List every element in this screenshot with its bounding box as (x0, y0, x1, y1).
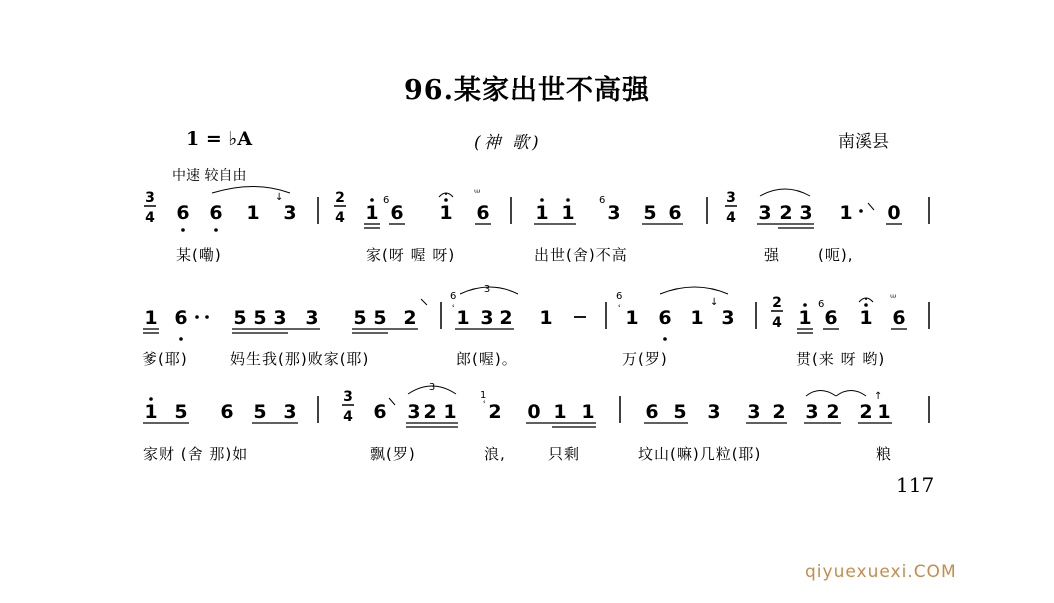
svg-text:1: 1 (877, 401, 891, 423)
svg-text:3: 3 (343, 389, 353, 405)
key-signature: 1 = ♭A (186, 128, 253, 150)
svg-text:6: 6 (174, 307, 188, 329)
lyric-segment: 家财 (舍 那)如 (143, 445, 249, 463)
svg-text:0: 0 (527, 401, 541, 423)
lyric-segment: 万(罗) (622, 350, 668, 368)
svg-text:4: 4 (145, 210, 155, 226)
svg-text:ᵚ: ᵚ (474, 188, 481, 199)
svg-text:5: 5 (253, 307, 267, 329)
svg-text:ᵚ: ᵚ (890, 293, 897, 304)
svg-text:3: 3 (283, 202, 297, 224)
svg-text:5: 5 (643, 202, 657, 224)
lyric-segment: 爹(耶) (142, 350, 188, 368)
svg-text:3: 3 (428, 382, 436, 393)
svg-text:6: 6 (668, 202, 682, 224)
lyric-segment: 贯(来 呀 哟) (796, 350, 886, 368)
svg-text:6: 6 (892, 307, 906, 329)
svg-text:ʿ: ʿ (483, 400, 487, 411)
svg-text:4: 4 (335, 210, 345, 226)
svg-text:1: 1 (859, 307, 873, 329)
svg-text:1: 1 (439, 202, 453, 224)
svg-text:↓: ↓ (275, 192, 284, 203)
svg-text:3: 3 (726, 190, 736, 206)
lyric-segment: 某(嘞) (176, 246, 222, 264)
svg-text:3: 3 (707, 401, 721, 423)
svg-text:3: 3 (607, 202, 621, 224)
svg-text:6: 6 (616, 291, 623, 302)
svg-text:4: 4 (772, 315, 782, 331)
lyric-segment: 出世(舍)不高 (534, 246, 628, 264)
svg-text:ʿ: ʿ (618, 304, 622, 315)
lyric-segment: 妈生我(那)败家(耶) (230, 350, 370, 368)
svg-text:2: 2 (335, 190, 345, 206)
svg-text:2: 2 (488, 401, 502, 423)
svg-text:6: 6 (176, 202, 190, 224)
lyric-segment: 只剩 (548, 445, 581, 463)
svg-text:1: 1 (246, 202, 260, 224)
svg-text:3: 3 (799, 202, 813, 224)
svg-text:6: 6 (824, 307, 838, 329)
svg-text:1: 1 (535, 202, 549, 224)
lyric-segment: 坟山(嘛)几粒(耶) (638, 445, 762, 463)
svg-text:3: 3 (480, 307, 494, 329)
svg-text:2: 2 (826, 401, 840, 423)
lyric-segment: 强 (764, 246, 781, 264)
svg-text:1: 1 (456, 307, 470, 329)
svg-text:3: 3 (145, 190, 155, 206)
lyric-segment: 粮 (876, 445, 893, 463)
svg-text:6: 6 (209, 202, 223, 224)
lyric-segment: (呃), (818, 246, 854, 264)
svg-text:5: 5 (233, 307, 247, 329)
notation-system-1 (144, 187, 929, 232)
notation-system-3 (143, 382, 929, 427)
svg-text:5: 5 (174, 401, 188, 423)
region-label: 南溪县 (838, 132, 889, 152)
svg-text:1: 1 (839, 202, 853, 224)
svg-text:6: 6 (645, 401, 659, 423)
svg-text:6: 6 (658, 307, 672, 329)
svg-text:↓: ↓ (710, 297, 719, 308)
svg-text:5: 5 (253, 401, 267, 423)
lyric-segment: 浪, (484, 445, 506, 463)
svg-text:3: 3 (283, 401, 297, 423)
svg-text:4: 4 (343, 409, 353, 425)
svg-text:ʿ: ʿ (452, 304, 456, 315)
svg-text:1: 1 (443, 401, 457, 423)
svg-text:2: 2 (772, 401, 786, 423)
svg-text:3: 3 (483, 284, 491, 295)
svg-text:5: 5 (673, 401, 687, 423)
svg-text:0: 0 (887, 202, 901, 224)
lyric-segment: 家(呀 喔 呀) (366, 246, 456, 264)
svg-text:2: 2 (779, 202, 793, 224)
svg-text:2: 2 (403, 307, 417, 329)
svg-text:1: 1 (690, 307, 704, 329)
svg-text:6: 6 (373, 401, 387, 423)
svg-text:6: 6 (599, 195, 606, 206)
svg-text:4: 4 (726, 210, 736, 226)
svg-text:3: 3 (747, 401, 761, 423)
song-title: 96.某家出世不高强 (404, 75, 650, 106)
tempo-marking: 中速 较自由 (172, 168, 247, 184)
svg-text:2: 2 (859, 401, 873, 423)
svg-text:1: 1 (144, 401, 158, 423)
svg-text:1: 1 (798, 307, 812, 329)
genre-label: (神 歌) (474, 133, 542, 153)
svg-text:1: 1 (144, 307, 158, 329)
svg-text:3: 3 (305, 307, 319, 329)
svg-text:1: 1 (581, 401, 595, 423)
svg-text:6: 6 (476, 202, 490, 224)
svg-text:6: 6 (383, 195, 390, 206)
svg-text:3: 3 (721, 307, 735, 329)
svg-text:1: 1 (539, 307, 553, 329)
svg-text:1: 1 (625, 307, 639, 329)
svg-text:1: 1 (365, 202, 379, 224)
site-watermark: qiyuexuexi.COM (805, 562, 957, 582)
svg-text:5: 5 (353, 307, 367, 329)
svg-text:6: 6 (220, 401, 234, 423)
svg-text:2: 2 (499, 307, 513, 329)
svg-text:1: 1 (561, 202, 575, 224)
svg-text:6: 6 (390, 202, 404, 224)
svg-text:6: 6 (450, 291, 457, 302)
svg-text:6: 6 (818, 299, 825, 310)
lyric-segment: 飘(罗) (370, 445, 416, 463)
svg-text:5: 5 (373, 307, 387, 329)
svg-text:3: 3 (407, 401, 421, 423)
svg-text:1: 1 (480, 390, 487, 401)
lyric-segment: 郎(喔)。 (456, 350, 518, 368)
svg-text:3: 3 (805, 401, 819, 423)
notation-system-2 (143, 284, 929, 341)
svg-text:2: 2 (772, 295, 782, 311)
svg-text:2: 2 (423, 401, 437, 423)
page-number: 117 (896, 473, 935, 497)
svg-text:3: 3 (273, 307, 287, 329)
svg-text:1: 1 (553, 401, 567, 423)
svg-text:3: 3 (758, 202, 772, 224)
svg-text:↑: ↑ (874, 391, 883, 402)
